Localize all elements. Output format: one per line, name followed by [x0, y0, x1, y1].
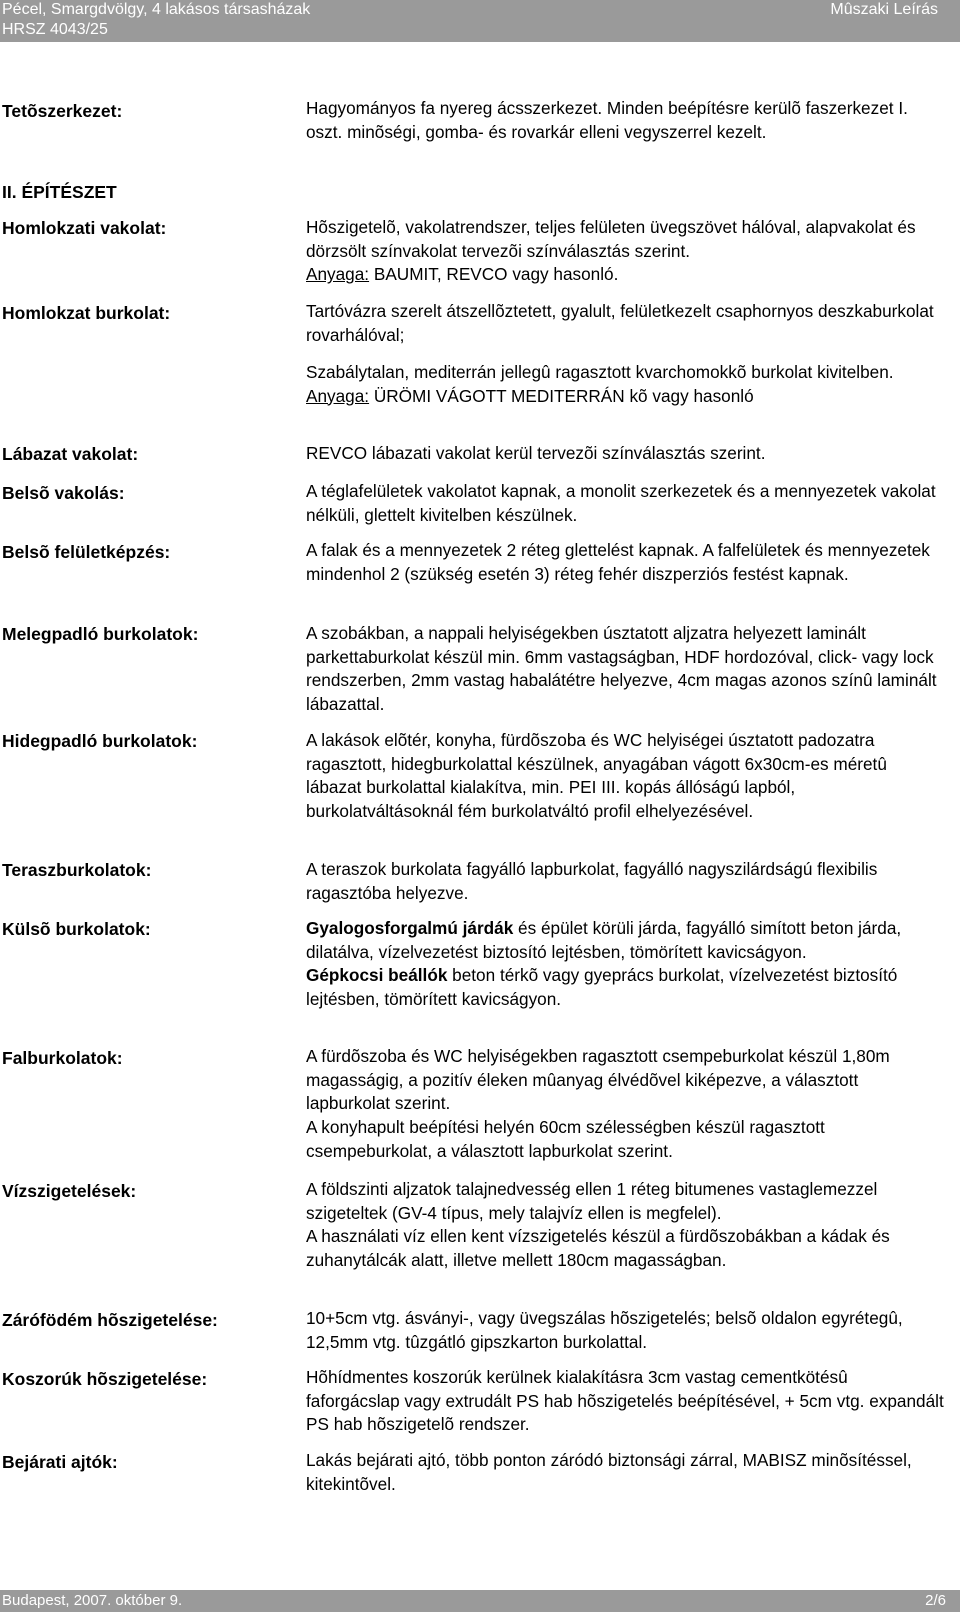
paragraph	[306, 964, 946, 1011]
paragraph: A fürdõszoba és WC helyiségekben ragasztott csempeburkolat készül 1,80m magasságig, a pozitív éleken mûanyag élvédõvel kiképezve, a választott lapburkolat szerint.	[306, 1046, 890, 1114]
text: beton térkõ vagy gyeprács burkolat, vízelvezetést biztosító lejtésben, tömörített kavicságyon.	[306, 965, 898, 1010]
material-value: ÜRÖMI VÁGOTT MEDITERRÁN kõ vagy hasonló	[369, 385, 754, 406]
label-koszoruk: Koszorúk hõszigetelése:	[2, 1369, 208, 1389]
label-vizszigetelesek: Vízszigetelések:	[2, 1181, 137, 1201]
text-kulso-burkolatok	[306, 917, 946, 1012]
text-homlokzati-vakolat	[306, 216, 946, 287]
text-zarofodem	[306, 1307, 946, 1354]
paragraph: A téglafelületek vakolatot kapnak, a monolit szerkezetek és a mennyezetek vakolat nélküli, glettelt kivitelben készülnek.	[306, 481, 936, 525]
paragraph	[306, 917, 946, 964]
text-homlokzat-burkolat-1	[306, 300, 946, 347]
material-label: Anyaga:	[306, 264, 370, 285]
label-belso-feluletkepzes: Belsõ felületképzés:	[2, 542, 171, 562]
paragraph: A földszinti aljzatok talajnedvesség ellen 1 réteg bitumenes vastaglemezzel szigeteltek (GV-4 típus, mely talajvíz ellen is megfelel).	[306, 1179, 878, 1223]
page-footer	[0, 1590, 960, 1612]
paragraph: Hagyományos fa nyereg ácsszerkezet. Minden beépítésre kerülõ faszerkezet I. oszt. minõségi, gomba- és rovarkár elleni vegyszerrel kezelt.	[306, 98, 908, 142]
text-labazat-vakolat	[306, 442, 946, 466]
paragraph: Lakás bejárati ajtó, több ponton záródó biztonsági zárral, MABISZ minõsítéssel, kitekintõvel.	[306, 1450, 912, 1494]
hrsz-number: HRSZ 4043/25	[2, 21, 108, 38]
text-falburkolatok	[306, 1045, 946, 1164]
text: és épület körüli járda, fagyálló simított beton járda, dilatálva, vízelvezetést biztosító lejtésben, tömörített kavicságyon.	[306, 918, 902, 962]
material-value: BAUMIT, REVCO vagy hasonló.	[369, 264, 619, 285]
text-belso-vakolas	[306, 480, 946, 527]
paragraph: A használati víz ellen kent vízszigetelés készül a fürdõszobákban a kádak és zuhanytálcák alatt, illetve mellett 180cm magasságban.	[306, 1226, 890, 1271]
bold-term: Gépkocsi beállók	[306, 965, 448, 986]
paragraph: A lakások elõtér, konyha, fürdõszoba és WC helyiségei úsztatott padozatra ragasztott, hidegburkolattal készülnek, anyagában vágott 6x30cm-es méretû lábazat burkolattal kialakítva, min. PEI III. kopás állóságú lapból, burkolatváltásoknál fém burkolatváltó profil elhelyezésével.	[306, 730, 887, 822]
text-hidegpadlo	[306, 729, 946, 824]
paragraph: 10+5cm vtg. ásványi-, vagy üvegszálas hõszigetelés; belsõ oldalon egyrétegû, 12,5mm vtg. tûzgátló gipszkarton burkolattal.	[306, 1308, 903, 1352]
paragraph: Hõhídmentes koszorúk kerülnek kialakításra 3cm vastag cementkötésû faforgácslap vagy extrudált PS hab hõszigetelés beépítésével, + 5cm vtg. expandált PS hab hõszigetelõ rendszer.	[306, 1367, 944, 1435]
paragraph: Tartóvázra szerelt átszellõztetett, gyalult, felületkezelt csaphornyos deszkaburkolat rovarhálóval;	[306, 301, 934, 345]
material-label: Anyaga:	[306, 385, 370, 406]
section-epiteszet: II. ÉPÍTÉSZET	[2, 182, 117, 202]
label-kulso-burkolatok: Külsõ burkolatok:	[2, 919, 151, 939]
text-homlokzat-burkolat-2	[306, 361, 946, 408]
paragraph: A falak és a mennyezetek 2 réteg glettelést kapnak. A falfelületek és mennyezetek mindenhol 2 (szükség esetén 3) réteg fehér diszperziós festést kapnak.	[306, 540, 930, 584]
label-teraszburkolatok: Teraszburkolatok:	[2, 860, 152, 880]
label-belso-vakolas: Belsõ vakolás:	[2, 483, 125, 503]
bold-term: Gyalogosforgalmú járdák	[306, 918, 514, 938]
label-tetoszerkezet: Tetõszerkezet:	[2, 101, 123, 121]
text-bejarati-ajtok	[306, 1449, 946, 1496]
paragraph: A konyhapult beépítési helyén 60cm szélességben készül ragasztott csempeburkolat, a választott lapburkolat szerint.	[306, 1117, 825, 1161]
material-line	[306, 263, 946, 287]
label-melegpadlo: Melegpadló burkolatok:	[2, 624, 199, 644]
label-homlokzat-burkolat: Homlokzat burkolat:	[2, 303, 171, 323]
label-bejarati-ajtok: Bejárati ajtók:	[2, 1452, 118, 1472]
text-belso-feluletkepzes	[306, 539, 946, 586]
paragraph: REVCO lábazati vakolat kerül tervezõi színválasztás szerint.	[306, 443, 766, 463]
label-homlokzati-vakolat: Homlokzati vakolat:	[2, 218, 167, 238]
document-title: Mûszaki Leírás	[830, 1, 938, 18]
project-title: Pécel, Smargdvölgy, 4 lakásos társasházak	[2, 1, 311, 18]
footer-date: Budapest, 2007. október 9.	[2, 1592, 183, 1609]
text-teraszburkolatok	[306, 858, 946, 905]
label-hidegpadlo: Hidegpadló burkolatok:	[2, 731, 198, 751]
paragraph: A teraszok burkolata fagyálló lapburkolat, fagyálló nagyszilárdságú flexibilis ragasztóba helyezve.	[306, 859, 878, 903]
page-number: 2/6	[925, 1592, 946, 1609]
label-labazat-vakolat: Lábazat vakolat:	[2, 444, 139, 464]
text-koszoruk	[306, 1366, 946, 1437]
text-tetoszerkezet	[306, 97, 946, 144]
label-falburkolatok: Falburkolatok:	[2, 1048, 123, 1068]
paragraph: A szobákban, a nappali helyiségekben úsztatott aljzatra helyezett laminált parkettaburkolat készül min. 6mm vastagságban, HDF hordozóval, click- vagy lock rendszerben, 2mm vastag habalátétre helyezve, 4cm magas azonos színû laminált lábazattal.	[306, 623, 937, 715]
text-vizszigetelesek	[306, 1178, 946, 1273]
material-line	[306, 385, 946, 409]
text-melegpadlo	[306, 622, 946, 717]
paragraph: Hõszigetelõ, vakolatrendszer, teljes felületen üvegszövet hálóval, alapvakolat és dörzsölt színvakolat tervezõi színválasztás szerint.	[306, 217, 916, 261]
page-header	[0, 0, 960, 42]
paragraph: Szabálytalan, mediterrán jellegû ragasztott kvarchomokkõ burkolat kivitelben.	[306, 362, 894, 382]
label-zarofodem: Zárófödém hõszigetelése:	[2, 1310, 218, 1330]
